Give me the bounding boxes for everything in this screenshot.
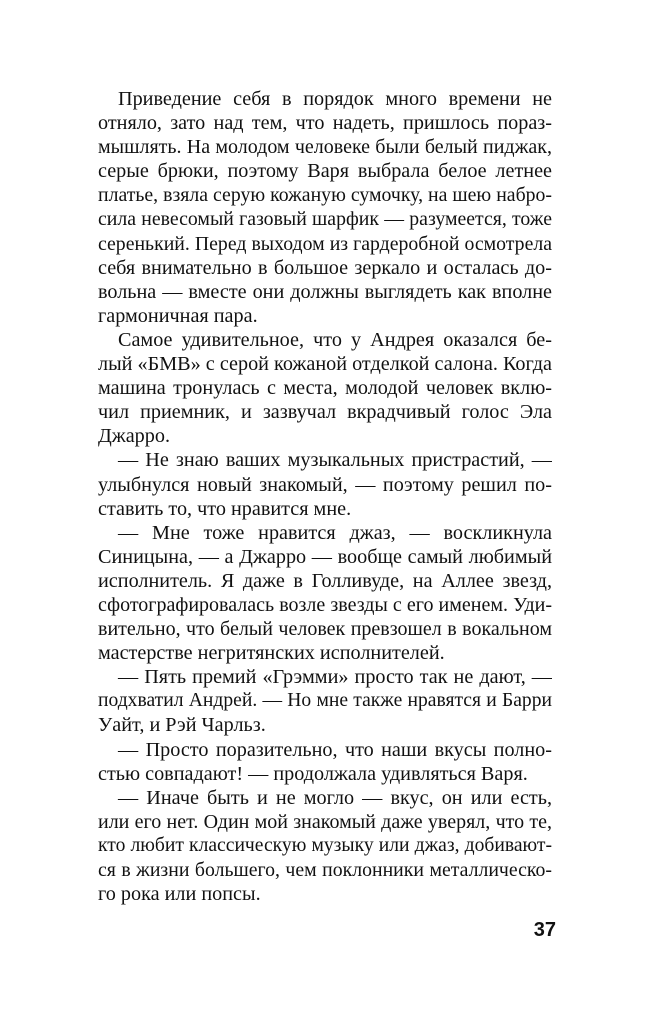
text-line: Приведение себя в порядок много времени не	[118, 88, 552, 110]
text-line: Синицына, — а Джарро — вообще самый любимый	[98, 545, 552, 568]
text-line: серые брюки, поэтому Варя выбрала белое летнее	[98, 160, 552, 183]
text-line: мышлять. На молодом человеке были белый пиджак,	[98, 136, 552, 159]
text-line: лый «БМВ» с серой кожаной отделкой салона. Когда	[98, 353, 552, 376]
text-line: отняло, зато над тем, что надеть, пришлось пораз-	[98, 112, 552, 135]
text-line: Самое удивительное, что у Андрея оказался бе-	[118, 328, 552, 351]
page-number: 37	[533, 919, 556, 941]
text-line: или его нет. Один мой знакомый даже уверял, что те,	[98, 810, 552, 833]
text-line: себя внимательно в большое зеркало и осталась до-	[98, 256, 552, 279]
text-line: кто любит классическую музыку или джаз, добивают-	[98, 834, 552, 856]
text-line: ставить то, что нравится мне.	[98, 497, 352, 520]
text-line: гармоничная пара.	[98, 304, 258, 327]
text-line: — Иначе быть и не могло — вкус, он или есть,	[118, 786, 552, 809]
text-line: Уайт, и Рэй Чарльз.	[98, 714, 266, 737]
text-line: исполнитель. Я даже в Голливуде, на Аллее звезд,	[98, 569, 552, 592]
text-line: — Мне тоже нравится джаз, — воскликнула	[118, 521, 552, 544]
text-line: вительно, что белый человек превзошел в вокальном	[98, 618, 552, 641]
text-line: сфотографировалась возле звезды с его именем. Уди-	[98, 593, 552, 616]
body-text	[98, 87, 552, 906]
text-line: — Пять премий «Грэмми» просто так не дают, —	[118, 666, 552, 689]
text-line: сила невесомый газовый шарфик — разумеется, тоже	[98, 208, 552, 231]
text-line: подхватил Андрей. — Но мне также нравятся и Барри	[98, 690, 552, 712]
text-line: Джарро.	[98, 425, 171, 448]
text-line: чил приемник, и зазвучал вкрадчивый голос Эла	[98, 401, 552, 424]
text-line: го рока или попсы.	[98, 883, 261, 906]
text-line: стью совпадают! — продолжала удивляться Варя.	[98, 762, 528, 785]
text-line: — Просто поразительно, что наши вкусы полно-	[118, 738, 552, 761]
text-line: мастерстве негритянских исполнителей.	[98, 642, 445, 665]
text-line: вольна — вместе они должны выглядеть как вполне	[98, 280, 552, 303]
text-line: серенький. Перед выходом из гардеробной осмотрела	[98, 232, 552, 255]
text-line: машина тронулась с места, молодой человек вклю-	[98, 377, 552, 400]
text-line: улыбнулся новый знакомый, — поэтому решил по-	[98, 473, 552, 496]
text-line: — Не знаю ваших музыкальных пристрастий, —	[118, 449, 552, 472]
text-line: платье, взяла серую кожаную сумочку, на шею набро-	[98, 184, 552, 207]
text-line: ся в жизни большего, чем поклонники металлическо-	[98, 859, 552, 881]
